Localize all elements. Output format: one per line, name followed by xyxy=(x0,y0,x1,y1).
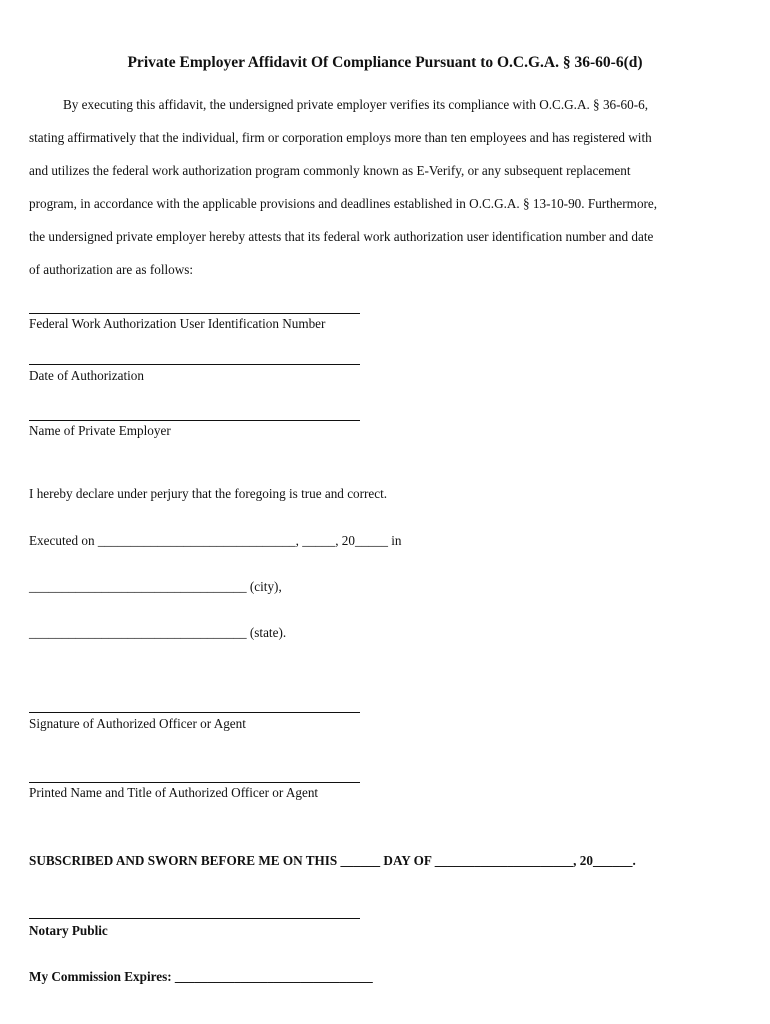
body-line-3: and utilizes the federal work authorization program commonly known as E-Verify, or any subsequent replacement xyxy=(29,163,631,178)
body-line-4: program, in accordance with the applicable provisions and deadlines established in O.C.G.A. § 13-10-90. Furthermore, xyxy=(29,196,658,211)
user-id-label: Federal Work Authorization User Identification Number xyxy=(29,316,326,331)
subscribed-sworn-line[interactable]: SUBSCRIBED AND SWORN BEFORE ME ON THIS ______ DAY OF _____________________, 20______. xyxy=(29,853,636,868)
printed-name-label: Printed Name and Title of Authorized Officer or Agent xyxy=(29,785,319,800)
commission-expires-line[interactable]: My Commission Expires: ______________________________ xyxy=(29,969,373,984)
perjury-declaration: I hereby declare under perjury that the foregoing is true and correct. xyxy=(29,486,388,501)
signature-line[interactable] xyxy=(29,712,360,713)
state-line[interactable]: _________________________________ (state). xyxy=(29,625,287,640)
body-line-2: stating affirmatively that the individual, firm or corporation employs more than ten employees and has registered with xyxy=(29,130,652,145)
body-line-6: of authorization are as follows: xyxy=(29,262,194,277)
signature-label: Signature of Authorized Officer or Agent xyxy=(29,716,246,731)
date-label: Date of Authorization xyxy=(29,368,144,383)
notary-signature-line[interactable] xyxy=(29,918,360,919)
employer-name-line[interactable] xyxy=(29,420,360,421)
body-line-5: the undersigned private employer hereby attests that its federal work authorization user identification number and date xyxy=(29,229,654,244)
city-line[interactable]: _________________________________ (city), xyxy=(29,579,282,594)
employer-name-label: Name of Private Employer xyxy=(29,423,171,438)
executed-on-line[interactable]: Executed on ______________________________, _____, 20_____ in xyxy=(29,533,402,548)
body-line-1: By executing this affidavit, the undersigned private employer verifies its compliance with O.C.G.A. § 36-60-6, xyxy=(63,97,648,112)
document-title: Private Employer Affidavit Of Compliance Pursuant to O.C.G.A. § 36-60-6(d) xyxy=(127,54,643,71)
printed-name-line[interactable] xyxy=(29,782,360,783)
notary-public-label: Notary Public xyxy=(29,923,108,938)
date-line[interactable] xyxy=(29,364,360,365)
user-id-line[interactable] xyxy=(29,313,360,314)
